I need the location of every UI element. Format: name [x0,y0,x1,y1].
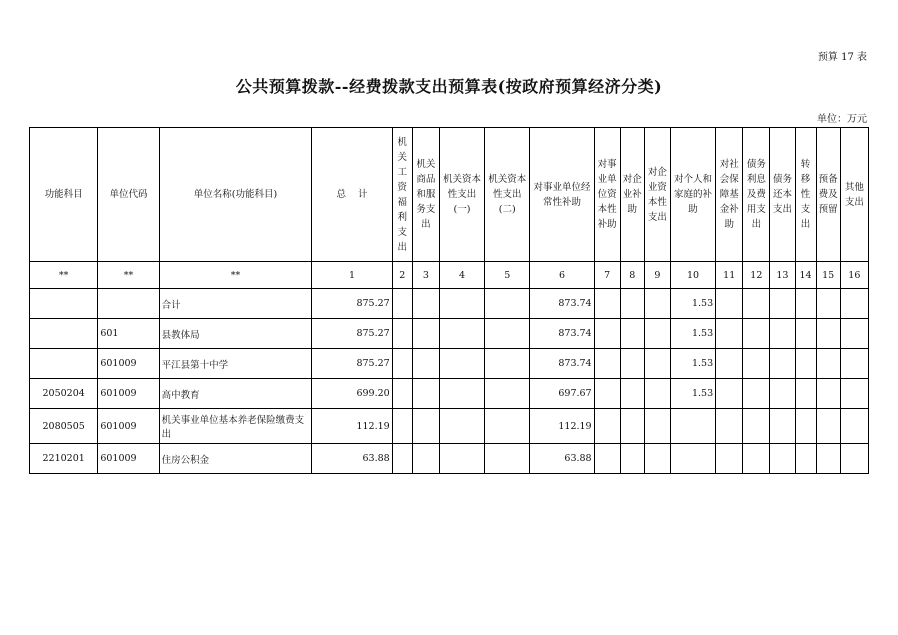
col-header-15: 其他支出 [840,128,868,262]
value-cell-8 [620,379,644,409]
value-cell-8 [620,409,644,444]
col-header-13: 转移性支出 [795,128,816,262]
value-cell-11 [716,444,743,474]
value-cell-4 [439,379,484,409]
col-header-3: 机关资本性支出(一) [439,128,484,262]
value-cell-13 [770,289,795,319]
col-number: 15 [816,262,840,289]
unit-code-cell: 601009 [98,409,159,444]
value-cell-14 [795,289,816,319]
value-cell-10: 1.53 [670,289,715,319]
value-cell-10: 1.53 [670,349,715,379]
col-number: 2 [392,262,412,289]
value-cell-12 [743,444,770,474]
total-cell: 875.27 [312,349,392,379]
value-cell-6: 873.74 [530,289,594,319]
value-cell-6: 112.19 [530,409,594,444]
func-code-cell: 2210201 [30,444,98,474]
value-cell-9 [644,319,670,349]
value-cell-6: 873.74 [530,349,594,379]
value-cell-14 [795,349,816,379]
value-cell-5 [485,379,530,409]
col-number: 11 [716,262,743,289]
col-header-4: 机关资本性支出(二) [485,128,530,262]
value-cell-3 [412,409,439,444]
col-number: ** [159,262,312,289]
value-cell-15 [816,444,840,474]
total-cell: 63.88 [312,444,392,474]
value-cell-16 [840,319,868,349]
value-cell-7 [594,444,620,474]
header-row [30,128,869,262]
col-header-14: 预备费及预留 [816,128,840,262]
table-row [30,289,869,319]
value-cell-14 [795,319,816,349]
value-cell-9 [644,379,670,409]
col-number: 4 [439,262,484,289]
col-header-5: 对事业单位经常性补助 [530,128,594,262]
value-cell-9 [644,409,670,444]
col-number: 6 [530,262,594,289]
value-cell-2 [392,409,412,444]
value-cell-10 [670,444,715,474]
value-cell-8 [620,289,644,319]
value-cell-5 [485,289,530,319]
value-cell-13 [770,379,795,409]
value-cell-16 [840,349,868,379]
col-number: 8 [620,262,644,289]
col-number: 13 [770,262,795,289]
value-cell-13 [770,409,795,444]
func-code-cell [30,319,98,349]
value-cell-4 [439,409,484,444]
value-cell-15 [816,349,840,379]
value-cell-15 [816,319,840,349]
unit-code-cell: 601009 [98,379,159,409]
value-cell-6: 63.88 [530,444,594,474]
col-number: 9 [644,262,670,289]
unit-name-cell: 平江县第十中学 [159,349,312,379]
value-cell-13 [770,349,795,379]
value-cell-7 [594,289,620,319]
col-number: 10 [670,262,715,289]
value-cell-13 [770,444,795,474]
unit-name-cell: 县教体局 [159,319,312,349]
table-row [30,444,869,474]
value-cell-8 [620,349,644,379]
value-cell-16 [840,444,868,474]
func-code-cell: 2080505 [30,409,98,444]
page-title: 公共预算拨款--经费拨款支出预算表(按政府预算经济分类) [235,77,663,96]
value-cell-5 [485,349,530,379]
value-cell-3 [412,379,439,409]
col-number: 7 [594,262,620,289]
value-cell-15 [816,289,840,319]
value-cell-11 [716,379,743,409]
value-cell-3 [412,319,439,349]
col-header-6: 对事业单位资本性补助 [594,128,620,262]
value-cell-2 [392,319,412,349]
value-cell-7 [594,409,620,444]
value-cell-3 [412,444,439,474]
value-cell-12 [743,379,770,409]
value-cell-4 [439,444,484,474]
func-code-cell [30,349,98,379]
value-cell-4 [439,319,484,349]
value-cell-12 [743,319,770,349]
value-cell-15 [816,379,840,409]
value-cell-15 [816,409,840,444]
value-cell-10: 1.53 [670,379,715,409]
value-cell-9 [644,444,670,474]
total-cell: 875.27 [312,289,392,319]
col-header-total: 总 计 [312,128,392,262]
value-cell-14 [795,444,816,474]
value-cell-13 [770,319,795,349]
total-cell: 112.19 [312,409,392,444]
value-cell-11 [716,319,743,349]
col-header-8: 对企业资本性支出 [644,128,670,262]
value-cell-16 [840,289,868,319]
col-header-2: 机关商品和服务支出 [412,128,439,262]
value-cell-4 [439,289,484,319]
unit-code-cell: 601 [98,319,159,349]
value-cell-2 [392,444,412,474]
total-cell: 875.27 [312,319,392,349]
value-cell-12 [743,349,770,379]
value-cell-12 [743,409,770,444]
value-cell-2 [392,349,412,379]
col-number: 16 [840,262,868,289]
unit-code-cell [98,289,159,319]
value-cell-10: 1.53 [670,319,715,349]
value-cell-5 [485,444,530,474]
unit-label: 单位：万元 [817,114,867,125]
value-cell-14 [795,409,816,444]
column-number-row [30,262,869,289]
col-number: 3 [412,262,439,289]
func-code-cell [30,289,98,319]
table-row [30,409,869,444]
col-number: ** [30,262,98,289]
value-cell-5 [485,319,530,349]
col-header-func-code: 功能科目 [30,128,98,262]
value-cell-10 [670,409,715,444]
unit-name-cell: 机关事业单位基本养老保险缴费支出 [159,409,312,444]
value-cell-4 [439,349,484,379]
col-number: 12 [743,262,770,289]
value-cell-16 [840,379,868,409]
unit-name-cell: 住房公积金 [159,444,312,474]
col-header-7: 对企业补助 [620,128,644,262]
col-number: 1 [312,262,392,289]
value-cell-3 [412,289,439,319]
table-row [30,379,869,409]
value-cell-7 [594,349,620,379]
col-header-11: 债务利息及费用支出 [743,128,770,262]
value-cell-2 [392,379,412,409]
value-cell-8 [620,319,644,349]
table-row [30,319,869,349]
value-cell-11 [716,409,743,444]
col-number: 5 [485,262,530,289]
col-header-12: 债务还本支出 [770,128,795,262]
func-code-cell: 2050204 [30,379,98,409]
unit-code-cell: 601009 [98,349,159,379]
value-cell-9 [644,289,670,319]
budget-table [29,127,869,474]
table-row [30,349,869,379]
col-number: ** [98,262,159,289]
col-header-9: 对个人和家庭的补助 [670,128,715,262]
form-code: 预算 17 表 [817,52,867,63]
value-cell-14 [795,379,816,409]
value-cell-8 [620,444,644,474]
unit-name-cell: 高中教育 [159,379,312,409]
value-cell-3 [412,349,439,379]
value-cell-6: 873.74 [530,319,594,349]
value-cell-5 [485,409,530,444]
col-header-unit-code: 单位代码 [98,128,159,262]
unit-name-cell: 合计 [159,289,312,319]
value-cell-7 [594,379,620,409]
value-cell-11 [716,349,743,379]
value-cell-12 [743,289,770,319]
value-cell-6: 697.67 [530,379,594,409]
unit-code-cell: 601009 [98,444,159,474]
value-cell-2 [392,289,412,319]
col-header-unit-name: 单位名称(功能科目) [159,128,312,262]
value-cell-9 [644,349,670,379]
total-cell: 699.20 [312,379,392,409]
col-header-10: 对社会保障基金补助 [716,128,743,262]
value-cell-11 [716,289,743,319]
value-cell-16 [840,409,868,444]
value-cell-7 [594,319,620,349]
col-number: 14 [795,262,816,289]
col-header-1: 机关工资福利支出 [392,128,412,262]
